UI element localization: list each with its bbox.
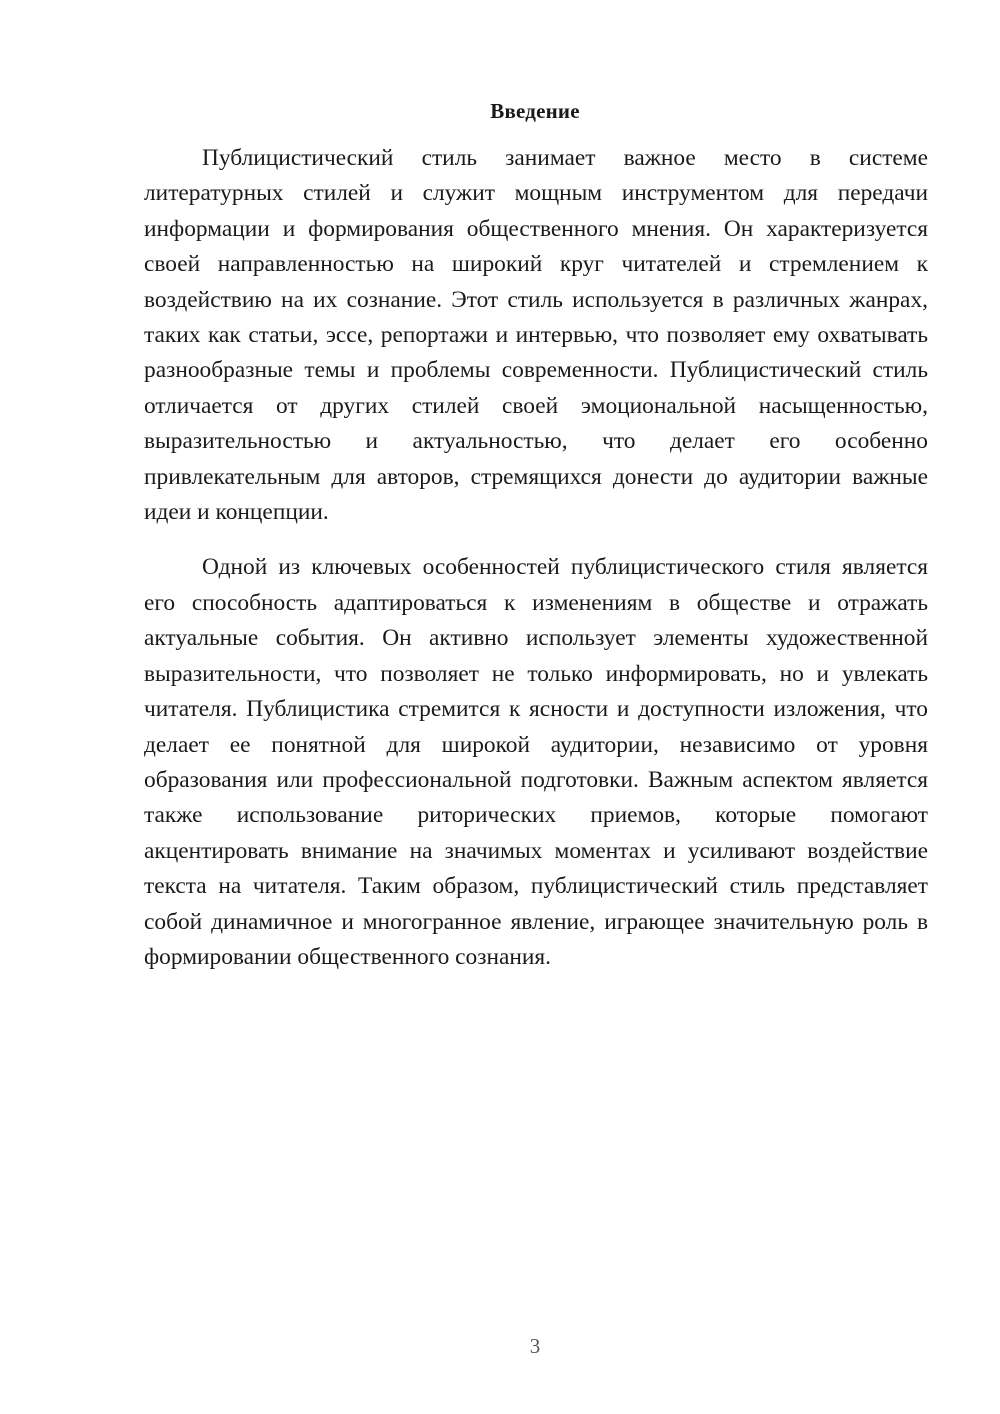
document-body	[144, 141, 928, 975]
paragraph-1: Публицистический стиль занимает важное место в системе литературных стилей и служит мощным инструментом для передачи информации и формирования общественного мнения. Он характеризуется своей направленностью на широкий круг читателей и стремлением к воздействию на их сознание. Этот стиль используется в различных жанрах, таких как статьи, эссе, репортажи и интервью, что позволяет ему охватывать разнообразные темы и проблемы современности. Публицистический стиль отличается от других стилей своей эмоциональной насыщенностью, выразительностью и актуальностью, что делает его особенно привлекательным для авторов, стремящихся донести до аудитории важные идеи и концепции.	[144, 145, 928, 526]
page-title: Введение	[490, 99, 580, 123]
paragraph-2: Одной из ключевых особенностей публицистического стиля является его способность адаптироваться к изменениям в обществе и отражать актуальные события. Он активно использует элементы художественной выразительности, что позволяет не только информировать, но и увлекать читателя. Публицистика стремится к ясности и доступности изложения, что делает ее понятной для широкой аудитории, независимо от уровня образования или профессиональной подготовки. Важным аспектом является также использование риторических приемов, которые помогают акцентировать внимание на значимых моментах и усиливают воздействие текста на читателя. Таким образом, публицистический стиль представляет собой динамичное и многогранное явление, играющее значительную роль в формировании общественного сознания.	[144, 554, 928, 970]
page-number: 3	[529, 1334, 541, 1358]
